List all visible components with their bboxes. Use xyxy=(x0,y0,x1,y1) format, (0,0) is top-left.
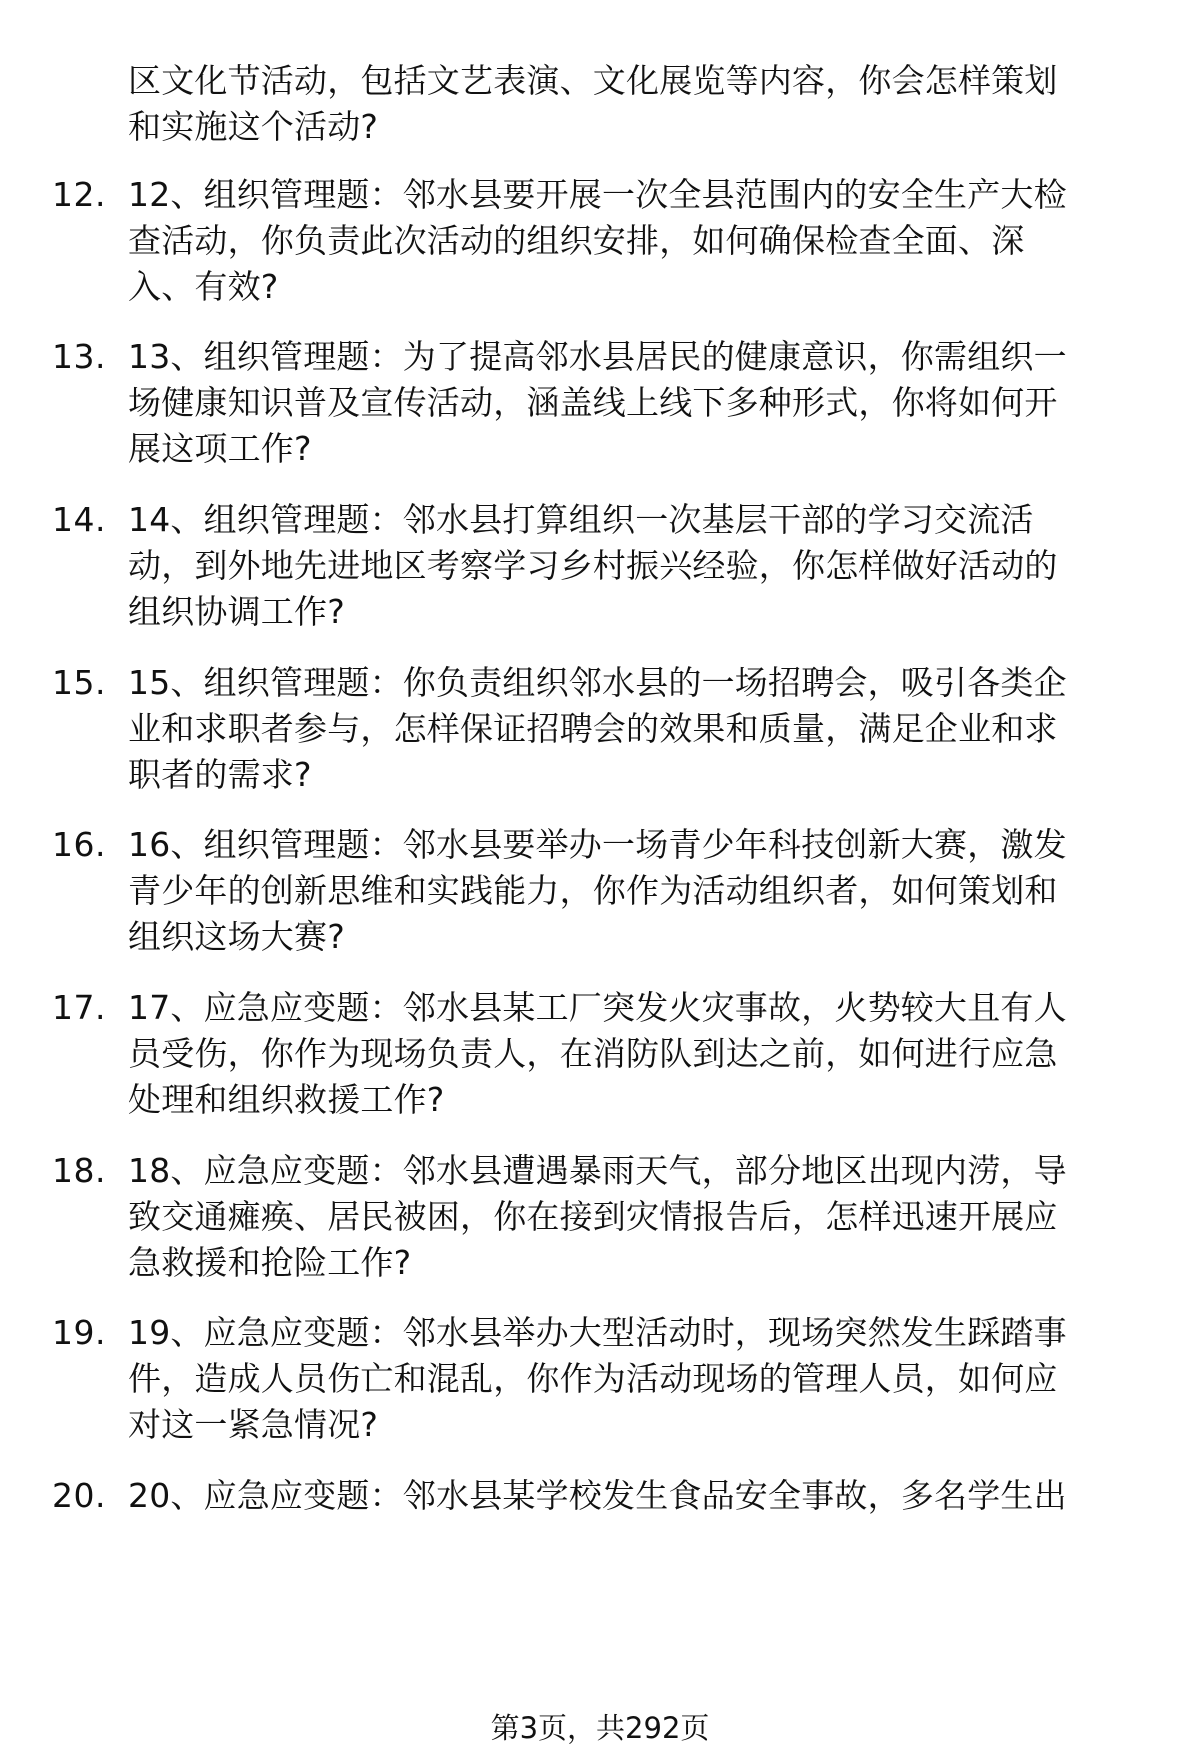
question-text xyxy=(128,497,1148,635)
text-line: 14、组织管理题：邻水县打算组织一次基层干部的学习交流活 xyxy=(128,500,1034,539)
list-number: 12. xyxy=(52,175,106,214)
text-line: 致交通瘫痪、居民被困，你在接到灾情报告后，怎样迅速开展应 xyxy=(128,1197,1058,1236)
text-line: 18、应急应变题：邻水县遭遇暴雨天气，部分地区出现内涝，导 xyxy=(128,1151,1067,1190)
text-line: 20、应急应变题：邻水县某学校发生食品安全事故，多名学生出 xyxy=(128,1476,1067,1515)
text-line: 15、组织管理题：你负责组织邻水县的一场招聘会，吸引各类企 xyxy=(128,663,1067,702)
text-line: 场健康知识普及宣传活动，涵盖线上线下多种形式，你将如何开 xyxy=(128,383,1058,422)
text-line: 13、组织管理题：为了提高邻水县居民的健康意识，你需组织一 xyxy=(128,337,1067,376)
text-line: 业和求职者参与，怎样保证招聘会的效果和质量，满足企业和求 xyxy=(128,709,1058,748)
question-text xyxy=(128,985,1148,1123)
intro-text xyxy=(128,58,1148,150)
text-line: 查活动，你负责此次活动的组织安排，如何确保检查全面、深 xyxy=(128,221,1025,260)
list-number: 19. xyxy=(52,1313,106,1352)
list-number: 18. xyxy=(52,1151,106,1190)
question-text xyxy=(128,660,1148,798)
text-line: 16、组织管理题：邻水县要举办一场青少年科技创新大赛，激发 xyxy=(128,825,1067,864)
text-line: 动，到外地先进地区考察学习乡村振兴经验，你怎样做好活动的 xyxy=(128,546,1058,585)
list-number: 13. xyxy=(52,337,106,376)
text-line: 组织协调工作? xyxy=(128,592,345,631)
question-text xyxy=(128,334,1148,472)
text-line: 和实施这个活动? xyxy=(128,107,379,146)
list-number: 14. xyxy=(52,500,106,539)
text-line: 17、应急应变题：邻水县某工厂突发火灾事故，火势较大且有人 xyxy=(128,988,1067,1027)
text-line: 对这一紧急情况? xyxy=(128,1405,379,1444)
list-number: 17. xyxy=(52,988,106,1027)
text-line: 19、应急应变题：邻水县举办大型活动时，现场突然发生踩踏事 xyxy=(128,1313,1067,1352)
text-line: 组织这场大赛? xyxy=(128,917,345,956)
text-line: 急救援和抢险工作? xyxy=(128,1243,412,1282)
page-footer: 第3页，共292页 xyxy=(490,1711,710,1745)
question-text xyxy=(128,822,1148,960)
text-line: 职者的需求? xyxy=(128,755,312,794)
question-text xyxy=(128,172,1148,310)
text-line: 件，造成人员伤亡和混乱，你作为活动现场的管理人员，如何应 xyxy=(128,1359,1058,1398)
question-text xyxy=(128,1148,1148,1286)
question-text xyxy=(128,1473,1148,1519)
text-line: 区文化节活动，包括文艺表演、文化展览等内容，你会怎样策划 xyxy=(128,61,1058,100)
text-line: 员受伤，你作为现场负责人，在消防队到达之前，如何进行应急 xyxy=(128,1034,1058,1073)
list-number: 15. xyxy=(52,663,106,702)
text-line: 12、组织管理题：邻水县要开展一次全县范围内的安全生产大检 xyxy=(128,175,1067,214)
text-line: 处理和组织救援工作? xyxy=(128,1080,445,1119)
text-line: 青少年的创新思维和实践能力，你作为活动组织者，如何策划和 xyxy=(128,871,1058,910)
question-text xyxy=(128,1310,1148,1448)
list-number: 16. xyxy=(52,825,106,864)
list-number: 20. xyxy=(52,1476,106,1515)
text-line: 入、有效? xyxy=(128,267,279,306)
text-line: 展这项工作? xyxy=(128,429,312,468)
